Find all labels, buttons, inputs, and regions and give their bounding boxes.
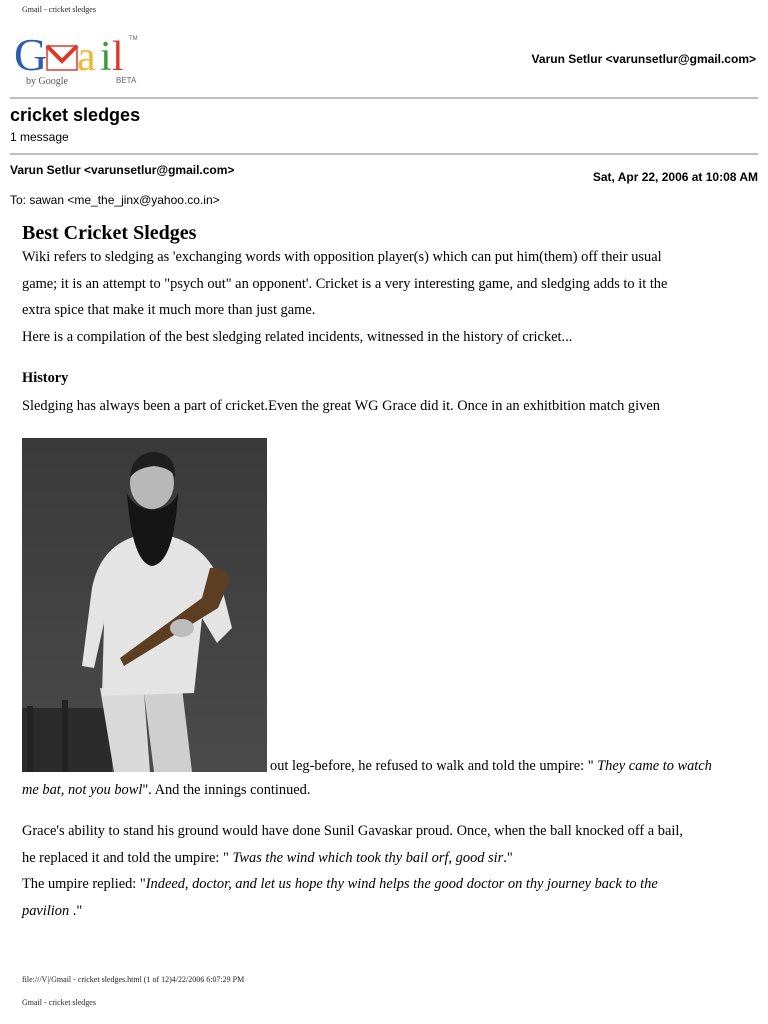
text-span: ". And the innings continued. xyxy=(142,782,311,798)
text-line xyxy=(22,871,742,898)
text-span: The umpire replied: " xyxy=(22,876,146,892)
grace-quote-continuation xyxy=(22,777,742,804)
divider xyxy=(10,153,758,155)
text-line: game; it is an attempt to "psych out" an opponent'. Cricket is a very interesting game, and sledging adds to it the xyxy=(22,275,668,292)
svg-text:by Google: by Google xyxy=(26,76,68,87)
message-recipient: To: sawan <me_the_jinx@yahoo.co.in> xyxy=(10,193,220,207)
text-line: Grace's ability to stand his ground would have done Sunil Gavaskar proud. Once, when the ball knocked off a bail, xyxy=(22,823,683,839)
quote-text: me bat, not you bowl xyxy=(22,782,143,798)
text-span: he replaced it and told the umpire: " xyxy=(22,849,233,866)
svg-text:a: a xyxy=(77,34,96,80)
message-sender: Varun Setlur <varunsetlur@gmail.com> xyxy=(10,163,235,177)
text-line: extra spice that make it much more than just game. xyxy=(22,302,316,318)
section-heading-history: History xyxy=(22,370,69,386)
thread-subject: cricket sledges xyxy=(10,105,141,125)
quote-text: Twas the wind which took thy bail orf, good sir xyxy=(232,849,504,866)
history-paragraph: Sledging has always been a part of cricket.Even the great WG Grace did it. Once in an exhitbition match given xyxy=(22,398,660,414)
intro-paragraph xyxy=(22,244,742,350)
svg-text:TM: TM xyxy=(129,36,138,42)
envelope-icon xyxy=(47,46,77,70)
print-footer: file:///V|/Gmail - cricket sledges.html (1 of 12)4/22/2006 6:07:29 PM xyxy=(22,975,245,984)
svg-text:i: i xyxy=(100,34,112,80)
print-header-next-page: Gmail - cricket sledges xyxy=(22,998,96,1007)
text-span: ." xyxy=(69,902,83,919)
text-line: Wiki refers to sledging as 'exchanging words with opposition player(s) which can put him(them) off their usual xyxy=(22,249,662,265)
divider xyxy=(10,97,758,99)
gmail-logo[interactable] xyxy=(14,28,154,90)
article-title: Best Cricket Sledges xyxy=(22,222,197,244)
print-header: Gmail - cricket sledges xyxy=(22,5,96,14)
quote-text: pavilion xyxy=(22,902,70,919)
svg-text:G: G xyxy=(14,29,48,80)
text-line xyxy=(22,845,742,872)
text-span: ." xyxy=(503,849,513,866)
quote-text: They came to watch xyxy=(597,758,712,774)
svg-text:BETA: BETA xyxy=(116,76,137,85)
text-span: out leg-before, he refused to walk and told the umpire: " xyxy=(270,758,598,774)
grace-paragraph xyxy=(22,818,742,924)
message-count: 1 message xyxy=(10,130,69,144)
svg-text:l: l xyxy=(112,34,124,80)
account-name: Varun Setlur <varunsetlur@gmail.com> xyxy=(531,52,756,66)
text-line: Here is a compilation of the best sledging related incidents, witnessed in the history of cricket... xyxy=(22,328,573,345)
wg-grace-photo xyxy=(22,438,267,772)
photo-caption-line xyxy=(270,756,712,776)
quote-text: Indeed, doctor, and let us hope thy wind helps the good doctor on thy journey back to the xyxy=(145,876,658,892)
text-line xyxy=(22,898,742,925)
message-date: Sat, Apr 22, 2006 at 10:08 AM xyxy=(592,170,758,184)
